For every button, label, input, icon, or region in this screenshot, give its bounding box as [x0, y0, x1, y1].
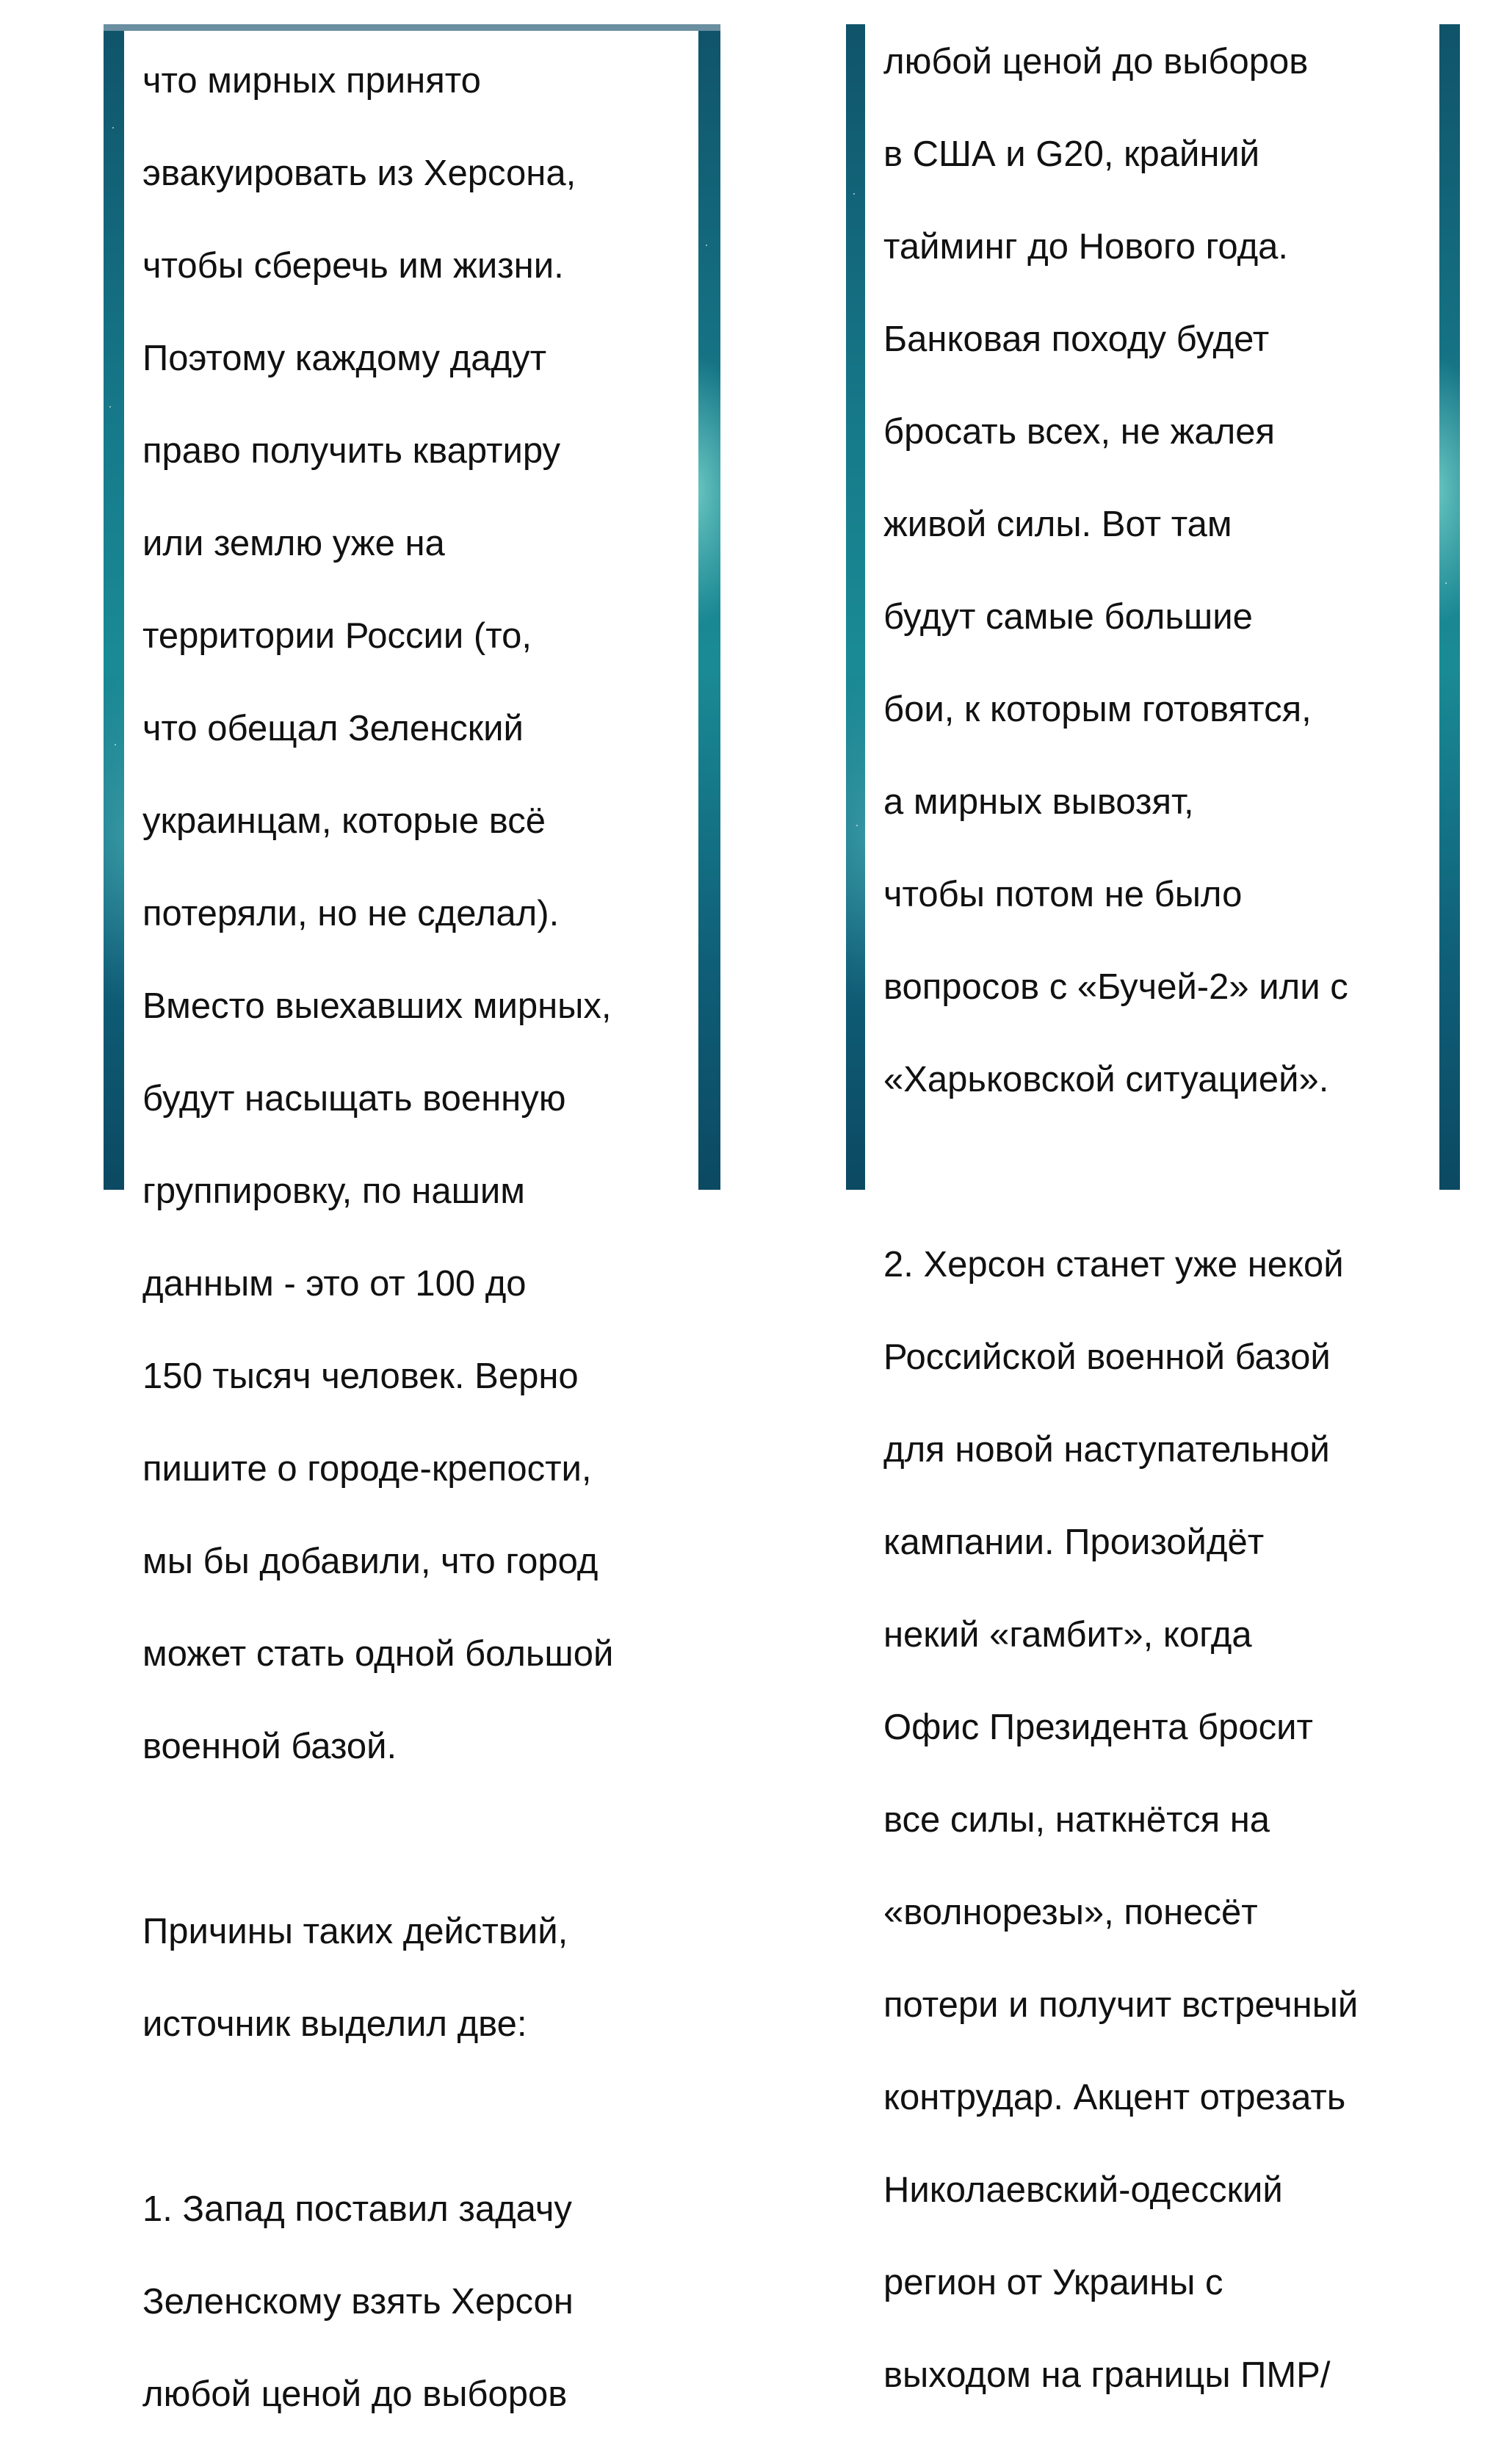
message-line: Поэтому каждому дадут — [142, 339, 547, 378]
message-line: Причины таких действий, — [142, 1912, 568, 1951]
message-line: некий «гамбит», когда — [883, 1615, 1252, 1655]
message-text — [883, 0, 1358, 2445]
message-line: тайминг до Нового года. — [883, 227, 1289, 267]
message-line: мы бы добавили, что город — [142, 1542, 599, 1581]
message-line: источник выделил две: — [142, 2004, 527, 2044]
message-line: Вместо выехавших мирных, — [142, 986, 612, 1026]
message-line: бои, к которым готовятся, — [883, 690, 1312, 729]
message-line: выходом на границы ПМР/ — [883, 2355, 1331, 2395]
message-line: живой силы. Вот там — [883, 505, 1232, 544]
message-text — [142, 12, 613, 2464]
message-line: украинцам, которые всё — [142, 801, 546, 841]
message-line: регион от Украины с — [883, 2263, 1223, 2302]
message-line: что мирных принято — [142, 61, 481, 101]
message-line: потери и получит встречный — [883, 1985, 1359, 2025]
chat-screenshot-right — [846, 24, 1460, 2395]
message-line: потеряли, но не сделал). — [142, 894, 560, 933]
background-star — [109, 406, 111, 408]
background-star — [706, 245, 707, 246]
message-line — [883, 1149, 1358, 1196]
message-line: «волнорезы», понесёт — [883, 1893, 1258, 1932]
message-line: будут насыщать военную — [142, 1079, 566, 1119]
message-line: может стать одной большой — [142, 1634, 614, 1674]
background-star — [112, 127, 114, 129]
message-line: Российской военной базой — [883, 1337, 1331, 1377]
message-line: 1. Запад поставил задачу — [142, 2189, 572, 2229]
message-line: 2. Херсон станет уже некой — [883, 1245, 1344, 1285]
message-line: эвакуировать из Херсона, — [142, 153, 576, 193]
background-star — [856, 825, 858, 826]
background-star — [1445, 582, 1447, 584]
message-line: что обещал Зеленский — [142, 709, 524, 748]
message-line: для новой наступательной — [883, 1430, 1330, 1470]
message-line: группировку, по нашим — [142, 1171, 525, 1211]
message-line: чтобы сберечь им жизни. — [142, 246, 564, 286]
background-star — [853, 193, 855, 195]
message-line: в США и G20, крайний — [883, 134, 1260, 174]
message-line: Банковая походу будет — [883, 319, 1270, 359]
message-line: контрудар. Акцент отрезать — [883, 2078, 1346, 2117]
message-line: любой ценой до выборов — [142, 2374, 568, 2414]
message-line: а мирных вывозят, — [883, 782, 1194, 822]
message-bubble — [124, 31, 698, 2414]
message-line: военной базой. — [142, 1727, 397, 1766]
chat-screenshot-left — [104, 24, 720, 2414]
message-line: кампании. Произойдёт — [883, 1522, 1265, 1562]
message-line: пишите о городе-крепости, — [142, 1449, 592, 1489]
message-line: данным - это от 100 до — [142, 1264, 527, 1304]
message-line: территории России (то, — [142, 616, 532, 656]
message-line: Николаевский-одесский — [883, 2170, 1283, 2210]
message-line: любой ценой до выборов — [883, 42, 1309, 82]
message-line: 150 тысяч человек. Верно — [142, 1356, 579, 1396]
message-line — [142, 1816, 613, 1863]
message-line: «Харьковской ситуацией». — [883, 1060, 1329, 1099]
message-line: право получить квартиру — [142, 431, 561, 471]
background-star — [115, 744, 116, 745]
message-line: чтобы потом не было — [883, 875, 1243, 914]
message-line: Офис Президента бросит — [883, 1708, 1313, 1747]
message-line: вопросов с «Бучей-2» или с — [883, 967, 1348, 1007]
message-line: или землю уже на — [142, 524, 445, 563]
message-line: Зеленскому взять Херсон — [142, 2282, 574, 2322]
message-line: будут самые большие — [883, 597, 1253, 637]
message-line: все силы, наткнётся на — [883, 1800, 1270, 1840]
message-bubble — [865, 24, 1439, 2395]
message-line — [142, 2094, 613, 2140]
message-line: бросать всех, не жалея — [883, 412, 1276, 452]
